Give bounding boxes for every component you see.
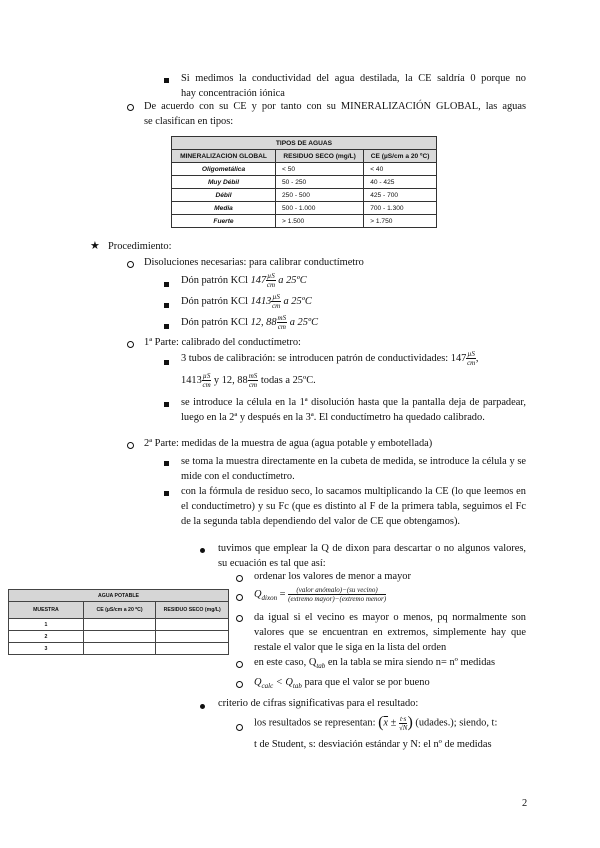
dixon-intro: tuvimos que emplear la Q de dixon para descartar o no algunos valores, su ecuación es tal que así: bbox=[218, 543, 526, 569]
dixon-formula: $Q_{dixon}$ = $\frac{\text{(valor anómalo)−(su vecino)}}{\text{(extremo mayor)−(extremo menor)}}$ bbox=[254, 586, 387, 604]
table-cell: 1 bbox=[9, 619, 84, 631]
table-header: RESIDUO SECO (mg/L) bbox=[276, 150, 364, 163]
patron-temperature: a 25ºC bbox=[280, 296, 312, 307]
ring-bullet-icon bbox=[236, 679, 243, 693]
mineral-line-1: De acuerdo con su CE y por tanto con su MINERALIZACIÓN GLOBAL, las aguas bbox=[144, 101, 526, 112]
patron-item-3 bbox=[181, 314, 318, 332]
table-cell bbox=[156, 631, 229, 643]
plus-minus: ± bbox=[388, 717, 399, 729]
dixon-step-5 bbox=[254, 674, 430, 695]
dixon-step-3: da igual si el vecino es mayor o menos, pq normalmente son valores que se encuentran en extremos, simplemente hay que restale el valor que le siga en la lista del orden bbox=[254, 612, 526, 653]
cifras-title: criterio de cifras significativas para el resultado: bbox=[218, 698, 419, 709]
unit-denominator: cm bbox=[272, 302, 281, 311]
patron-value: 147 bbox=[250, 275, 267, 286]
q-symbol: Q bbox=[254, 677, 262, 688]
table-header: MUESTRA bbox=[9, 602, 84, 619]
patron-label: Dón patrón KCl bbox=[181, 317, 251, 328]
q-subscript: calc bbox=[261, 682, 274, 691]
patron-temperature: a 25ºC bbox=[275, 275, 307, 286]
table-cell: 40 - 425 bbox=[364, 176, 437, 189]
ring-bullet-icon bbox=[236, 573, 243, 587]
dot-bullet-icon bbox=[200, 544, 205, 558]
table-cell: Oligometálica bbox=[172, 163, 276, 176]
procedimiento-heading: Procedimiento: bbox=[108, 241, 172, 252]
table-cell bbox=[83, 643, 156, 655]
table-cell bbox=[156, 619, 229, 631]
ring-bullet-icon bbox=[236, 722, 243, 736]
dixon-numerator: (valor anómalo)−(su vecino) bbox=[288, 586, 386, 595]
table-cell bbox=[83, 619, 156, 631]
unit-fraction bbox=[466, 350, 476, 367]
star-bullet-icon: ★ bbox=[90, 240, 100, 252]
patron-temperature: a 25ºC bbox=[287, 317, 319, 328]
table-cell: > 1.750 bbox=[364, 215, 437, 228]
square-bullet-icon bbox=[164, 320, 169, 334]
patron-value: 1413 bbox=[250, 296, 272, 307]
table-cell: Media bbox=[172, 202, 276, 215]
unit-fraction bbox=[202, 372, 212, 389]
patron-value: 12, 88 bbox=[250, 317, 277, 328]
square-bullet-icon bbox=[164, 398, 169, 412]
ring-bullet-icon bbox=[127, 440, 134, 454]
unit-fraction bbox=[277, 314, 288, 331]
q-subscript: tab bbox=[292, 682, 302, 691]
table-cell: Débil bbox=[172, 189, 276, 202]
result-formula: los resultados se representan: ($\overline{x}$ ± $\frac{t\cdot s}{√N}$ ) (udades.); siendo, t: bbox=[254, 714, 498, 732]
parte2-b2: con la fórmula de residuo seco, lo sacamos multiplicando la CE (lo que leemos en el conductímetro) y su Fc (que es distinto al F de la primera tabla, seguimos el Fc de la segunda tabla dependiendo del valor de CE que obtengamos). bbox=[181, 486, 526, 527]
parte1-b1-line1: 3 tubos de calibración: se introducen patrón de conductividades: 147 $\frac{\text{µS}}{cm}$ , bbox=[181, 350, 479, 368]
error-numerator: t·s bbox=[399, 714, 407, 723]
unit-denominator: cm bbox=[266, 281, 276, 290]
ring-bullet-icon bbox=[236, 659, 243, 673]
text: 3 tubos de calibración: se introducen patrón de conductividades: 147 bbox=[181, 353, 467, 364]
parte1-b1-line2 bbox=[181, 372, 316, 390]
table-cell: < 50 bbox=[276, 163, 364, 176]
table-title: TIPOS DE AGUAS bbox=[172, 137, 437, 150]
table-cell bbox=[83, 631, 156, 643]
table-cell: 3 bbox=[9, 643, 84, 655]
unit-numerator: mS bbox=[248, 372, 258, 381]
unit-denominator: cm bbox=[202, 381, 211, 390]
text: y 12, 88 bbox=[211, 375, 248, 386]
table-header: CE (µS/cm a 20 ºC) bbox=[83, 602, 156, 619]
dot-bullet-icon bbox=[200, 700, 205, 714]
intro-line-2: hay concentración iónica bbox=[181, 88, 285, 99]
agua-potable-table bbox=[8, 589, 229, 655]
text: para que el valor se por bueno bbox=[301, 677, 430, 688]
text: en la tabla se mira siendo n= nº medidas bbox=[325, 657, 496, 668]
error-denominator: √N bbox=[398, 723, 408, 732]
patron-item-1 bbox=[181, 272, 307, 290]
ring-bullet-icon bbox=[127, 339, 134, 353]
mean-symbol: $\overline{x}$ bbox=[383, 717, 389, 729]
table-cell: 500 - 1.000 bbox=[276, 202, 364, 215]
table-cell: 425 - 700 bbox=[364, 189, 437, 202]
square-bullet-icon bbox=[164, 356, 169, 370]
dixon-denominator: (extremo mayor)−(extremo menor) bbox=[288, 595, 387, 604]
table-cell: 250 - 500 bbox=[276, 189, 364, 202]
unit-fraction bbox=[271, 293, 281, 310]
parte1-title: 1ª Parte: calibrado del conductímetro: bbox=[144, 337, 301, 348]
tipos-aguas-table bbox=[171, 136, 437, 228]
text: en este caso, Q bbox=[254, 657, 317, 668]
text: los resultados se representan: bbox=[254, 717, 379, 729]
unit-numerator: mS bbox=[277, 314, 287, 323]
unit-fraction bbox=[248, 372, 259, 389]
parte2-b1: se toma la muestra directamente en la cubeta de medida, se introduce la célula y se mide con el conductímetro. bbox=[181, 456, 526, 482]
square-bullet-icon bbox=[164, 487, 169, 501]
unit-fraction bbox=[266, 272, 276, 289]
parte2-title: 2ª Parte: medidas de la muestra de agua (agua potable y embotellada) bbox=[144, 438, 433, 449]
text: (udades.); siendo, t: bbox=[412, 717, 498, 729]
square-bullet-icon bbox=[164, 278, 169, 292]
mineral-paragraph bbox=[144, 99, 526, 129]
q-subscript: tab bbox=[316, 662, 326, 671]
table-cell: 50 - 250 bbox=[276, 176, 364, 189]
unit-denominator: cm bbox=[467, 359, 476, 368]
intro-line-1: Si medimos la conductividad del agua destilada, la CE saldría 0 porque no bbox=[181, 73, 526, 84]
table-row bbox=[172, 176, 437, 189]
result-line-2: t de Student, s: desviación estándar y N: el nº de medidas bbox=[254, 739, 492, 750]
table-cell: 700 - 1.300 bbox=[364, 202, 437, 215]
table-row bbox=[172, 215, 437, 228]
table-cell: Fuerte bbox=[172, 215, 276, 228]
q-symbol: < Q bbox=[273, 677, 293, 688]
table-header: RESIDUO SECO (mg/L) bbox=[156, 602, 229, 619]
unit-numerator: µS bbox=[467, 350, 475, 359]
square-bullet-icon bbox=[164, 74, 169, 88]
ring-bullet-icon bbox=[127, 102, 134, 116]
table-row bbox=[9, 643, 229, 655]
table-row bbox=[172, 189, 437, 202]
table-row bbox=[9, 631, 229, 643]
text: todas a 25ºC. bbox=[258, 375, 316, 386]
dixon-step-4 bbox=[254, 654, 495, 675]
parte1-b2: se introduce la célula en la 1ª disolución hasta que la pantalla deja de parpadear, luego en la 2ª y después en la 3ª. El conductímetro ha quedado calibrado. bbox=[181, 397, 526, 423]
text: 1413 bbox=[181, 375, 202, 386]
square-bullet-icon bbox=[164, 457, 169, 471]
unit-denominator: cm bbox=[248, 381, 258, 390]
table-header: CE (µS/cm a 20 ºC) bbox=[364, 150, 437, 163]
dixon-step-1: ordenar los valores de menor a mayor bbox=[254, 571, 411, 582]
dixon-fraction bbox=[288, 586, 386, 603]
page-number: 2 bbox=[522, 798, 528, 809]
intro-paragraph bbox=[181, 71, 526, 101]
table-header: MINERALIZACION GLOBAL bbox=[172, 150, 276, 163]
ring-bullet-icon bbox=[236, 613, 243, 627]
table-row bbox=[9, 619, 229, 631]
table-row bbox=[172, 202, 437, 215]
table-cell: Muy Débil bbox=[172, 176, 276, 189]
mineral-line-2: se clasifican en tipos: bbox=[144, 116, 234, 127]
ring-bullet-icon bbox=[127, 259, 134, 273]
q-symbol: Q bbox=[254, 589, 262, 600]
unit-numerator: µS bbox=[272, 293, 280, 302]
q-subscript: dixon bbox=[261, 594, 278, 603]
table-title: AGUA POTABLE bbox=[9, 590, 229, 602]
table-row bbox=[172, 163, 437, 176]
table-cell: < 40 bbox=[364, 163, 437, 176]
table-cell bbox=[156, 643, 229, 655]
table-cell: > 1.500 bbox=[276, 215, 364, 228]
patron-label: Dón patrón KCl bbox=[181, 296, 251, 307]
square-bullet-icon bbox=[164, 299, 169, 313]
unit-numerator: µS bbox=[267, 272, 275, 281]
patron-label: Dón patrón KCl bbox=[181, 275, 251, 286]
unit-numerator: µS bbox=[202, 372, 211, 381]
patron-item-2 bbox=[181, 293, 312, 311]
unit-denominator: cm bbox=[277, 323, 286, 332]
table-cell: 2 bbox=[9, 631, 84, 643]
ring-bullet-icon bbox=[236, 592, 243, 606]
disoluciones-title: Disoluciones necesarias: para calibrar conductímetro bbox=[144, 257, 364, 268]
